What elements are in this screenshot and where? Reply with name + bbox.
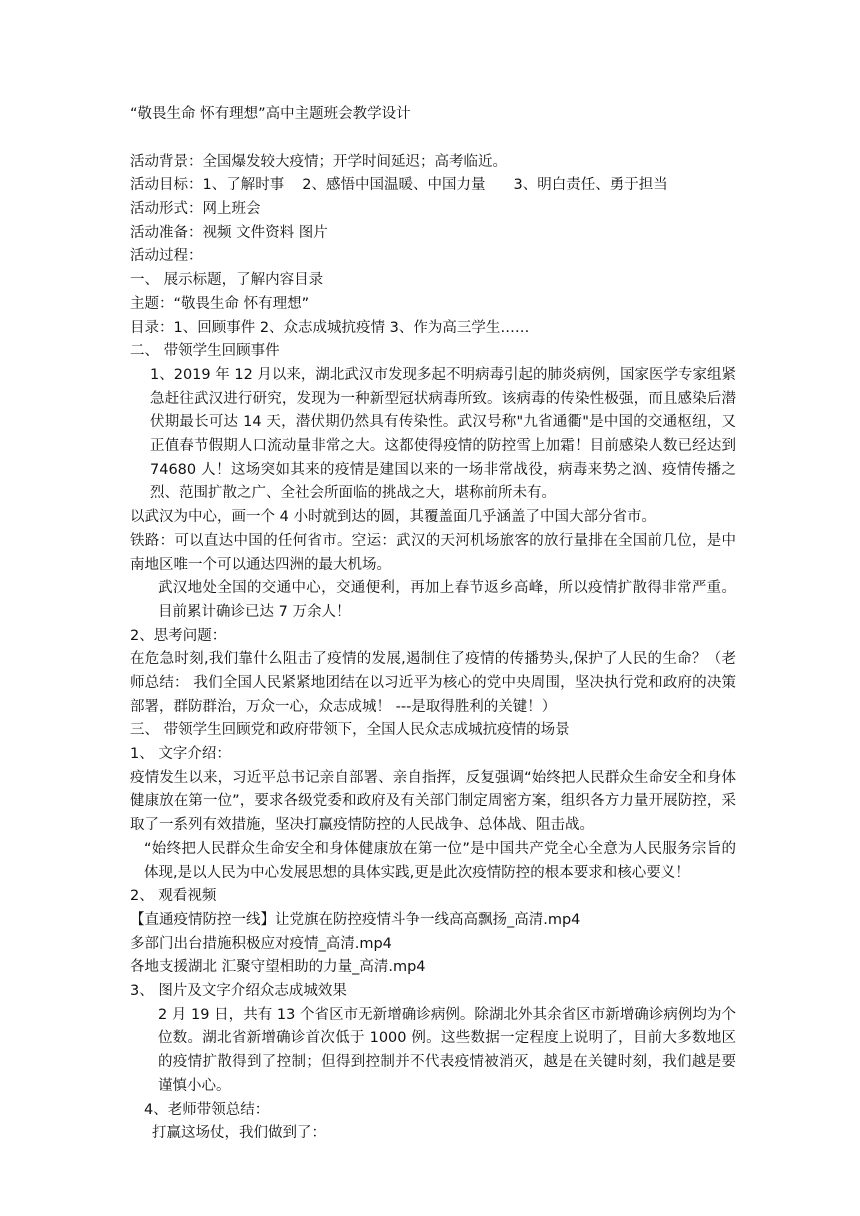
video-file-1[interactable]: 【直通疫情防控一线】让党旗在防控疫情斗争一线高高飘扬_高清.mp4 xyxy=(130,911,581,928)
toc-line: 目录：1、回顾事件 2、众志成城抗疫情 3、作为高三学生…… xyxy=(130,319,530,336)
goal-1: 1、了解时事 xyxy=(202,177,285,194)
activity-background: 活动背景：全国爆发较大疫情；开学时间延迟；高考临近。 xyxy=(130,153,507,170)
summary-heading: 4、老师带领总结： xyxy=(144,1101,270,1118)
document-body xyxy=(130,103,736,1146)
document-title: “敬畏生命 怀有理想”高中主题班会教学设计 xyxy=(130,106,411,122)
summary-text: 打赢这场仗，我们做到了： xyxy=(152,1125,326,1142)
video-file-3[interactable]: 各地支援湖北 汇聚守望相助的力量_高清.mp4 xyxy=(130,959,426,976)
transport-paragraph: 铁路：可以直达中国的任何省市。空运：武汉的天河机场旅客的放行量排在全国前几位，是中南地区唯一个可以通达四洲的最大机场。 xyxy=(130,532,736,573)
video-heading: 2、 观看视频 xyxy=(130,888,217,905)
event-review-paragraph: 1、2019 年 12 月以来，湖北武汉市发现多起不明病毒引起的肺炎病例，国家医学专家组紧急赶往武汉进行研究，发现为一种新型冠状病毒所致。该病毒的传染性极强，而且感染后潜伏期最长可达 14 天，潜伏期仍然具有传染性。武汉号称"九省通衢"是中国的交通枢纽，又正值春节假期人口流动量非常之大。这都使得疫情的防控雪上加霜！目前感染人数已经达到 74680 人！这场突如其来的疫情是建国以来的一场非常战役，病毒来势之汹、疫情传播之烈、范围扩散之广、全社会所面临的挑战之大，堪称前所未有。 xyxy=(150,366,736,502)
text-intro-heading: 1、 文字介绍： xyxy=(130,746,231,763)
image-intro-paragraph: 2 月 19 日，共有 13 个省区市无新增确诊病例。除湖北外其余省区市新增确诊病例均为个位数。湖北省新增确诊首次低于 1000 例。这些数据一定程度上说明了，目前大多数地区的疫情扩散得到了控制；但得到控制并不代表疫情被消灭，越是在关键时刻，我们越是要谨慎小心。 xyxy=(158,1006,736,1094)
video-file-2[interactable]: 多部门出台措施积极应对疫情_高清.mp4 xyxy=(130,935,392,952)
image-intro-heading: 3、 图片及文字介绍众志成城效果 xyxy=(130,983,347,1000)
goal-3: 3、明白责任、勇于担当 xyxy=(513,177,668,194)
activity-goals xyxy=(130,174,736,198)
goals-label: 活动目标： xyxy=(130,177,203,194)
core-principle-paragraph: “始终把人民群众生命安全和身体健康放在第一位”是中国共产党全心全意为人民服务宗旨的体现,是以人民为中心发展思想的具体实践,更是此次疫情防控的根本要求和核心要义！ xyxy=(144,840,736,881)
wuhan-center-paragraph: 以武汉为中心，画一个 4 小时就到达的圆，其覆盖面几乎涵盖了中国大部分省市。 xyxy=(130,509,656,526)
theme-line: 主题：“敬畏生命 怀有理想” xyxy=(130,295,310,312)
section-1-heading: 一、 展示标题，了解内容目录 xyxy=(130,272,324,289)
activity-form: 活动形式：网上班会 xyxy=(130,201,261,218)
spread-paragraph: 武汉地处全国的交通中心，交通便利，再加上春节返乡高峰，所以疫情扩散得非常严重。目前累计确诊已达 7 万余人！ xyxy=(158,580,736,620)
section-3-heading: 三、 带领学生回顾党和政府带领下，全国人民众志成城抗疫情的场景 xyxy=(130,722,570,739)
section-2-heading: 二、 带领学生回顾事件 xyxy=(130,343,280,360)
text-intro-paragraph: 疫情发生以来，习近平总书记亲自部署、亲自指挥，反复强调“始终把人民群众生命安全和身体健康放在第一位”，要求各级党委和政府及有关部门制定周密方案，组织各方力量开展防控，采取了一系列有效措施，坚决打赢疫情防控的人民战争、总体战、阻击战。 xyxy=(130,769,736,834)
goal-2: 2、感悟中国温暖、中国力量 xyxy=(302,177,486,194)
question-heading: 2、思考问题： xyxy=(130,627,227,644)
activity-prep: 活动准备：视频 文件资料 图片 xyxy=(130,224,328,241)
activity-process: 活动过程： xyxy=(130,248,203,265)
question-paragraph: 在危急时刻,我们靠什么阻击了疫情的发展,遏制住了疫情的传播势头,保护了人民的生命？（老师总结： 我们全国人民紧紧地团结在以习近平为核心的党中央周围，坚决执行党和政府的决策部署，群防群治，万众一心，众志成城！ ---是取得胜利的关键！） xyxy=(130,651,736,715)
